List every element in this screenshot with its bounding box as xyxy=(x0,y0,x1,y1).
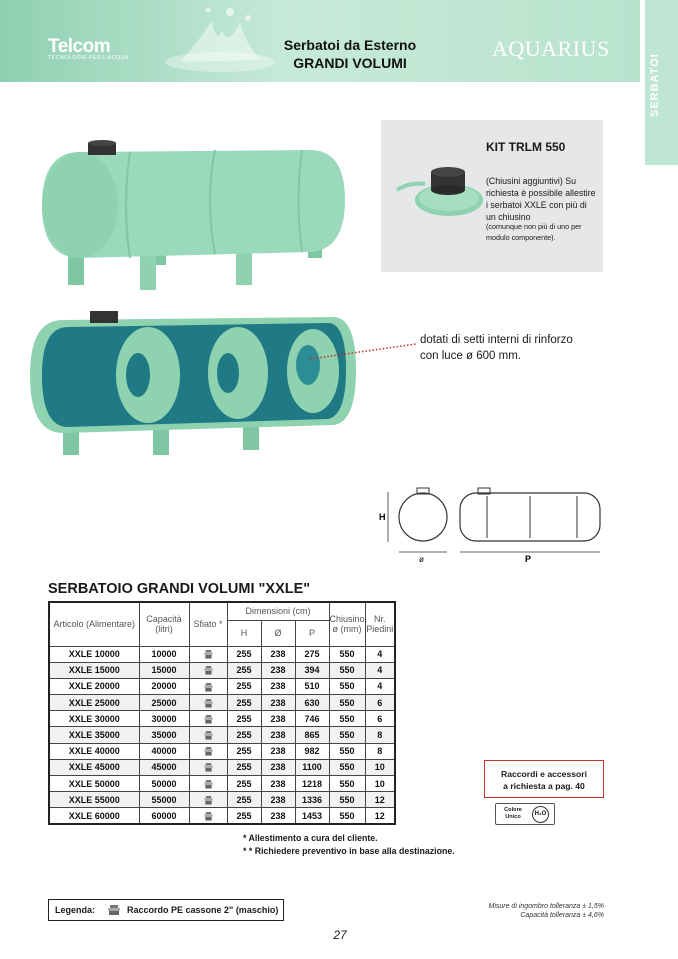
table-section-title: SERBATOIO GRANDI VOLUMI "XXLE" xyxy=(48,581,311,597)
cell-h: 255 xyxy=(227,695,261,711)
cell-capacita: 45000 xyxy=(139,759,189,775)
h2o-icon: H₂O xyxy=(532,806,549,823)
cell-sfiato xyxy=(189,662,227,678)
reinforcement-callout xyxy=(420,332,620,364)
tolerance-line1: Misure di ingombro tolleranza ± 1,5% xyxy=(488,903,604,910)
cell-sfiato xyxy=(189,678,227,694)
note-1: * Allestimento a cura del cliente. xyxy=(243,833,378,843)
accessori-line1: Raccordi e accessori xyxy=(501,769,587,779)
colore-unico-badge xyxy=(495,803,555,825)
cell-chiusino: 550 xyxy=(329,759,365,775)
tank-cutaway-image xyxy=(28,305,360,460)
page-header xyxy=(0,0,640,82)
pe-fitting-icon xyxy=(204,650,213,659)
note-2: * * Richiedere preventivo in base alla destinazione. xyxy=(243,846,455,856)
table-row xyxy=(49,792,395,808)
section-tab-label: SERBATOI xyxy=(649,53,661,117)
cell-h: 255 xyxy=(227,646,261,662)
cell-chiusino: 550 xyxy=(329,776,365,792)
cell-capacita: 10000 xyxy=(139,646,189,662)
cell-articolo: XXLE 45000 xyxy=(49,759,139,775)
cell-sfiato xyxy=(189,792,227,808)
cell-piedini: 8 xyxy=(365,727,395,743)
table-row xyxy=(49,727,395,743)
kit-title: KIT TRLM 550 xyxy=(486,140,566,154)
tank-exterior-image xyxy=(40,140,350,295)
header-h: H xyxy=(227,620,261,646)
pe-fitting-icon xyxy=(204,666,213,675)
cell-articolo: XXLE 25000 xyxy=(49,695,139,711)
cell-diametro: 238 xyxy=(261,711,295,727)
callout-line1: dotati di setti interni di rinforzo xyxy=(420,334,573,346)
callout-line2: con luce ø 600 mm. xyxy=(420,350,521,362)
cell-chiusino: 550 xyxy=(329,792,365,808)
cell-diametro: 238 xyxy=(261,759,295,775)
table-row xyxy=(49,776,395,792)
legend-box xyxy=(48,899,284,921)
tolerance-line2: Capacità tolleranza ± 4,6% xyxy=(520,912,604,919)
cell-sfiato xyxy=(189,743,227,759)
telcom-logo: Telcom xyxy=(48,36,111,57)
telcom-tagline: TECNOLOGIE PER L'ACQUA xyxy=(48,55,129,61)
page-title-line2: GRANDI VOLUMI xyxy=(293,55,407,71)
header-sfiato: Sfiato * xyxy=(189,602,227,646)
kit-info-box xyxy=(381,120,603,272)
cell-chiusino: 550 xyxy=(329,695,365,711)
cell-h: 255 xyxy=(227,711,261,727)
table-row xyxy=(49,759,395,775)
cell-piedini: 8 xyxy=(365,743,395,759)
cell-p: 1218 xyxy=(295,776,329,792)
cell-diametro: 238 xyxy=(261,808,295,824)
pe-fitting-icon xyxy=(107,905,121,916)
cell-piedini: 12 xyxy=(365,792,395,808)
cell-h: 255 xyxy=(227,662,261,678)
cell-capacita: 20000 xyxy=(139,678,189,694)
aquarius-logo: AQUARIUS xyxy=(492,36,610,61)
cell-p: 1100 xyxy=(295,759,329,775)
spec-table xyxy=(48,601,396,825)
cell-p: 510 xyxy=(295,678,329,694)
cell-chiusino: 550 xyxy=(329,743,365,759)
cell-diametro: 238 xyxy=(261,678,295,694)
cell-p: 1453 xyxy=(295,808,329,824)
cell-articolo: XXLE 10000 xyxy=(49,646,139,662)
header-capacita: Capacità (litri) xyxy=(139,602,189,646)
table-row xyxy=(49,743,395,759)
kit-description: (Chiusini aggiuntivi) Su richiesta è possibile allestire i serbatoi XXLE con più di un chiusino xyxy=(486,176,596,222)
cell-diametro: 238 xyxy=(261,743,295,759)
table-row xyxy=(49,662,395,678)
header-dimensioni: Dimensioni (cm) xyxy=(227,602,329,620)
cell-diametro: 238 xyxy=(261,646,295,662)
cell-sfiato xyxy=(189,711,227,727)
cell-sfiato xyxy=(189,808,227,824)
table-row xyxy=(49,808,395,824)
colore-label: Colore Unico xyxy=(504,807,522,820)
table-row xyxy=(49,646,395,662)
pe-fitting-icon xyxy=(204,763,213,772)
cell-articolo: XXLE 15000 xyxy=(49,662,139,678)
cell-h: 255 xyxy=(227,743,261,759)
callout-dotted-line xyxy=(308,340,418,362)
cell-piedini: 12 xyxy=(365,808,395,824)
cell-chiusino: 550 xyxy=(329,711,365,727)
legend-text: Raccordo PE cassone 2" (maschio) xyxy=(127,905,279,915)
cell-piedini: 10 xyxy=(365,759,395,775)
cell-capacita: 15000 xyxy=(139,662,189,678)
cell-p: 275 xyxy=(295,646,329,662)
cell-piedini: 6 xyxy=(365,695,395,711)
cell-capacita: 35000 xyxy=(139,727,189,743)
cell-articolo: XXLE 60000 xyxy=(49,808,139,824)
accessori-line2: a richiesta a pag. 40 xyxy=(503,781,585,791)
cell-piedini: 4 xyxy=(365,662,395,678)
cell-diametro: 238 xyxy=(261,792,295,808)
cell-chiusino: 550 xyxy=(329,662,365,678)
header-piedini: Nr. Piedini xyxy=(365,602,395,646)
cell-articolo: XXLE 40000 xyxy=(49,743,139,759)
page-number: 27 xyxy=(333,928,347,942)
pe-fitting-icon xyxy=(204,731,213,740)
cell-h: 255 xyxy=(227,759,261,775)
cell-p: 1336 xyxy=(295,792,329,808)
pe-fitting-icon xyxy=(204,683,213,692)
pe-fitting-icon xyxy=(204,747,213,756)
cell-diametro: 238 xyxy=(261,776,295,792)
cell-capacita: 40000 xyxy=(139,743,189,759)
cell-piedini: 4 xyxy=(365,646,395,662)
pe-fitting-icon xyxy=(204,780,213,789)
cell-capacita: 25000 xyxy=(139,695,189,711)
cell-capacita: 30000 xyxy=(139,711,189,727)
table-row xyxy=(49,711,395,727)
dimension-drawing xyxy=(375,482,610,567)
pe-fitting-icon xyxy=(204,812,213,821)
header-diametro: Ø xyxy=(261,620,295,646)
kit-note: (comunque non più di uno per modulo componente). xyxy=(486,222,582,242)
cell-piedini: 4 xyxy=(365,678,395,694)
cell-articolo: XXLE 35000 xyxy=(49,727,139,743)
pe-fitting-icon xyxy=(204,715,213,724)
cell-chiusino: 550 xyxy=(329,678,365,694)
spec-table-body xyxy=(49,646,395,824)
pe-fitting-icon xyxy=(204,796,213,805)
cell-diametro: 238 xyxy=(261,727,295,743)
cell-p: 630 xyxy=(295,695,329,711)
cell-capacita: 55000 xyxy=(139,792,189,808)
cell-h: 255 xyxy=(227,678,261,694)
cell-sfiato xyxy=(189,727,227,743)
cell-articolo: XXLE 50000 xyxy=(49,776,139,792)
legend-label: Legenda: xyxy=(55,905,96,915)
cell-articolo: XXLE 30000 xyxy=(49,711,139,727)
cell-capacita: 50000 xyxy=(139,776,189,792)
table-row xyxy=(49,678,395,694)
cell-diametro: 238 xyxy=(261,695,295,711)
cell-capacita: 60000 xyxy=(139,808,189,824)
table-row xyxy=(49,695,395,711)
cell-articolo: XXLE 20000 xyxy=(49,678,139,694)
tolerances xyxy=(488,902,604,920)
cell-p: 394 xyxy=(295,662,329,678)
page-title-line1: Serbatoi da Esterno xyxy=(283,37,417,53)
cell-p: 982 xyxy=(295,743,329,759)
cell-h: 255 xyxy=(227,792,261,808)
cell-h: 255 xyxy=(227,808,261,824)
cell-piedini: 10 xyxy=(365,776,395,792)
dim-label-h: H xyxy=(379,512,386,522)
cell-chiusino: 550 xyxy=(329,727,365,743)
cell-chiusino: 550 xyxy=(329,646,365,662)
manhole-kit-image xyxy=(389,160,484,230)
cell-piedini: 6 xyxy=(365,711,395,727)
cell-h: 255 xyxy=(227,776,261,792)
cell-sfiato xyxy=(189,646,227,662)
header-p: P xyxy=(295,620,329,646)
table-notes xyxy=(243,832,455,858)
header-chiusino: Chiusino ø (mm) xyxy=(329,602,365,646)
cell-sfiato xyxy=(189,776,227,792)
cell-sfiato xyxy=(189,759,227,775)
cell-chiusino: 550 xyxy=(329,808,365,824)
dim-label-p: P xyxy=(525,554,532,564)
header-articolo: Articolo (Alimentare) xyxy=(49,602,139,646)
cell-diametro: 238 xyxy=(261,662,295,678)
cell-articolo: XXLE 55000 xyxy=(49,792,139,808)
cell-p: 746 xyxy=(295,711,329,727)
cell-p: 865 xyxy=(295,727,329,743)
cell-sfiato xyxy=(189,695,227,711)
dim-label-diameter: ø xyxy=(419,555,424,564)
accessori-box xyxy=(484,760,604,798)
cell-h: 255 xyxy=(227,727,261,743)
pe-fitting-icon xyxy=(204,699,213,708)
